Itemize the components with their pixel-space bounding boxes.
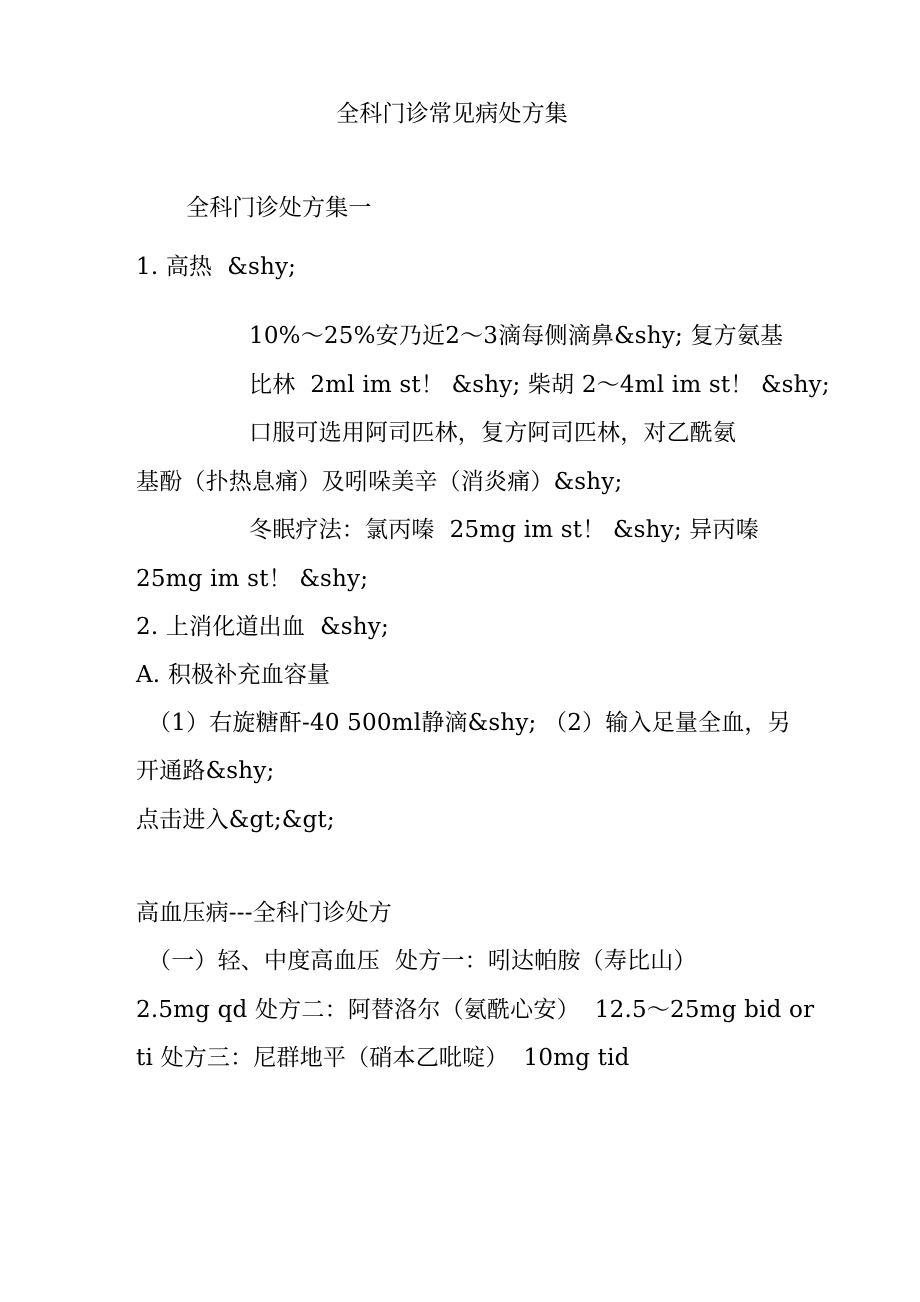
document-title: 全科门诊常见病处方集 — [336, 101, 568, 127]
text-line: 10%〜25%安乃近2〜3滴每侧滴鼻&shy; 复方氨基 — [249, 323, 784, 349]
text-line: ti 处方三：尼群地平（硝本乙吡啶） 10mg tid — [136, 1045, 630, 1071]
text-line: 1. 高热 &shy; — [136, 254, 297, 280]
more-link[interactable]: 点击进入&gt;&gt; — [136, 807, 335, 833]
text-line: 2.5mg qd 处方二：阿替洛尔（氨酰心安） 12.5〜25mg bid or — [136, 997, 815, 1023]
text-line: 25mg im st！ &shy; — [136, 566, 369, 592]
text-line: （一）轻、中度高血压 处方一：吲达帕胺（寿比山） — [148, 948, 697, 974]
section-heading: 全科门诊处方集一 — [186, 195, 372, 221]
section-heading: 高血压病---全科门诊处方 — [136, 900, 392, 926]
text-line: 比林 2ml im st！ &shy; 柴胡 2〜4ml im st！ &shy; — [249, 372, 830, 398]
text-line: 基酚（扑热息痛）及吲哚美辛（消炎痛）&shy; — [136, 469, 623, 495]
text-line: 口服可选用阿司匹林，复方阿司匹林，对乙酰氨 — [249, 420, 737, 446]
text-line: （1）右旋糖酐-40 500ml静滴&shy; （2）输入足量全血，另 — [148, 710, 791, 736]
text-line: 冬眠疗法：氯丙嗪 25mg im st！ &shy; 异丙嗪 — [249, 517, 759, 543]
text-line: 2. 上消化道出血 &shy; — [136, 614, 389, 640]
text-line: 开通路&shy; — [136, 758, 275, 784]
text-line: A. 积极补充血容量 — [136, 662, 331, 688]
